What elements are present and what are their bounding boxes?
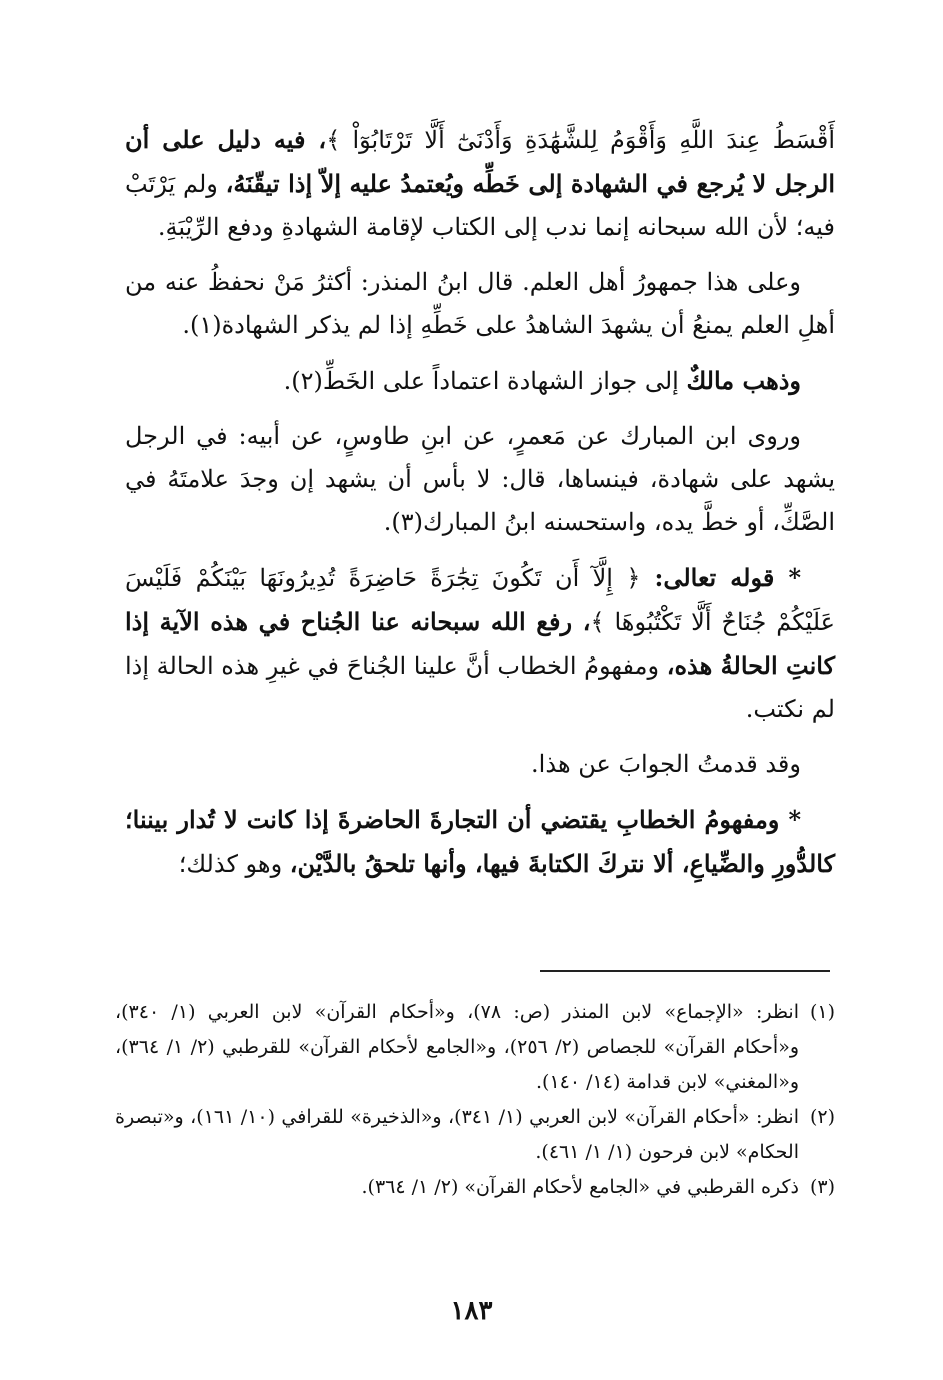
paragraph-4	[125, 415, 835, 544]
footnotes	[115, 995, 835, 1205]
footnote-3	[115, 1170, 835, 1205]
footnote-text: انظر: «الإجماع» لابن المنذر (ص: ٧٨)، و«أحكام القرآن» لابن العربي (١/ ٣٤٠)، و«أحكام القرآن» للجصاص (٢/ ٢٥٦)، و«الجامع لأحكام القرآن» للقرطبي (٢/ ١/ ٣٦٤)، و«المغني» لابن قدامة (١٤/ ١٤٠).	[115, 1001, 799, 1093]
paragraph-6	[125, 743, 835, 786]
bold-ruling: * ومفهومُ الخطابِ يقتضي أن التجارةَ الحاضرةَ إذا كانت لا تُدار بيننا؛ كالدُّورِ والضِّياعِ، ألا نتركَ الكتابةَ فيها، وأنها تلحقُ بالدَّيْن،	[125, 805, 835, 878]
paragraph-text: إلى جواز الشهادة اعتماداً على الخَطِّ(٢).	[283, 367, 687, 395]
paragraph-text: وهو كذلك؛	[178, 850, 290, 878]
bold-ruling: ، فيه دليل على أن الرجل لا يُرجع في الشهادة إلى خَطِّه ويُعتمدُ عليه إلاّ إذا تيقّنَهُ،	[125, 125, 835, 198]
footnote-1	[115, 995, 835, 1100]
quran-verse: أَقْسَطُ عِندَ اللَّهِ وَأَقْوَمُ لِلشَّهَٰدَةِ وَأَدْنَىٰٓ أَلَّا تَرْتَابُوٓاْ ﴾	[326, 126, 835, 154]
page-number: ١٨٣	[450, 1296, 493, 1326]
paragraph-text: ومفهومُ الخطاب أنَّ علينا الجُناحَ في غيرِ هذه الحالة إذا لم نكتب.	[125, 652, 835, 723]
paragraph-1	[125, 118, 835, 249]
footnote-number: (٢)	[809, 1106, 835, 1128]
footnote-text: ذكره القرطبي في «الجامع لأحكام القرآن» (٢/ ١/ ٣٦٤).	[361, 1176, 799, 1198]
paragraph-7	[125, 798, 835, 886]
footnote-2	[115, 1100, 835, 1170]
bold-ruling: ، رفع الله سبحانه عنا الجُناح في هذه الآية إذا كانتِ الحالةُ هذه،	[125, 607, 836, 680]
footnote-divider	[540, 970, 830, 972]
footnote-number: (١)	[809, 1001, 835, 1023]
paragraph-3	[125, 359, 835, 403]
main-text	[125, 118, 835, 898]
paragraph-text: وقد قدمتُ الجوابَ عن هذا.	[531, 750, 801, 778]
paragraph-5	[125, 556, 835, 731]
quran-verse: ﴿ إِلَّآ أَن تَكُونَ تِجَٰرَةً حَاضِرَةً تُدِيرُونَهَا بَيْنَكُمْ فَلَيْسَ عَلَيْكُمْ جُنَاحٌ أَلَّا تَكْتُبُوهَا ﴾	[125, 564, 835, 636]
paragraph-text: ولم يَرْتَبْ فيه؛ لأن الله سبحانه إنما ندب إلى الكتاب لإقامة الشهادةِ ودفع الرِّيْبَةِ.	[125, 170, 835, 241]
bold-lead: وذهب مالكٌ	[686, 366, 801, 395]
footnote-text: انظر: «أحكام القرآن» لابن العربي (١/ ٣٤١)، و«الذخيرة» للقرافي (١٠/ ١٦١)، و«تبصرة الحكام» لابن فرحون (١/ ١/ ٤٦١).	[115, 1106, 799, 1163]
bold-lead: * قوله تعالى:	[640, 563, 801, 592]
footnote-number: (٣)	[809, 1176, 835, 1198]
paragraph-2	[125, 261, 835, 347]
paragraph-text: وعلى هذا جمهورُ أهل العلم. قال ابنُ المنذر: أكثرُ مَنْ نحفظُ عنه من أهلِ العلم يمنعُ أن يشهدَ الشاهدُ على خَطِّهِ إذا لم يذكر الشهادة(١).	[125, 268, 835, 339]
paragraph-text: وروى ابن المبارك عن مَعمرٍ، عن ابنِ طاوسٍ، عن أبيه: في الرجل يشهد على شهادة، فينساها، قال: لا بأس أن يشهد إن وجدَ علامتَهُ في الصَّكِّ، أو خطَّ يده، واستحسنه ابنُ المبارك(٣).	[125, 422, 835, 536]
